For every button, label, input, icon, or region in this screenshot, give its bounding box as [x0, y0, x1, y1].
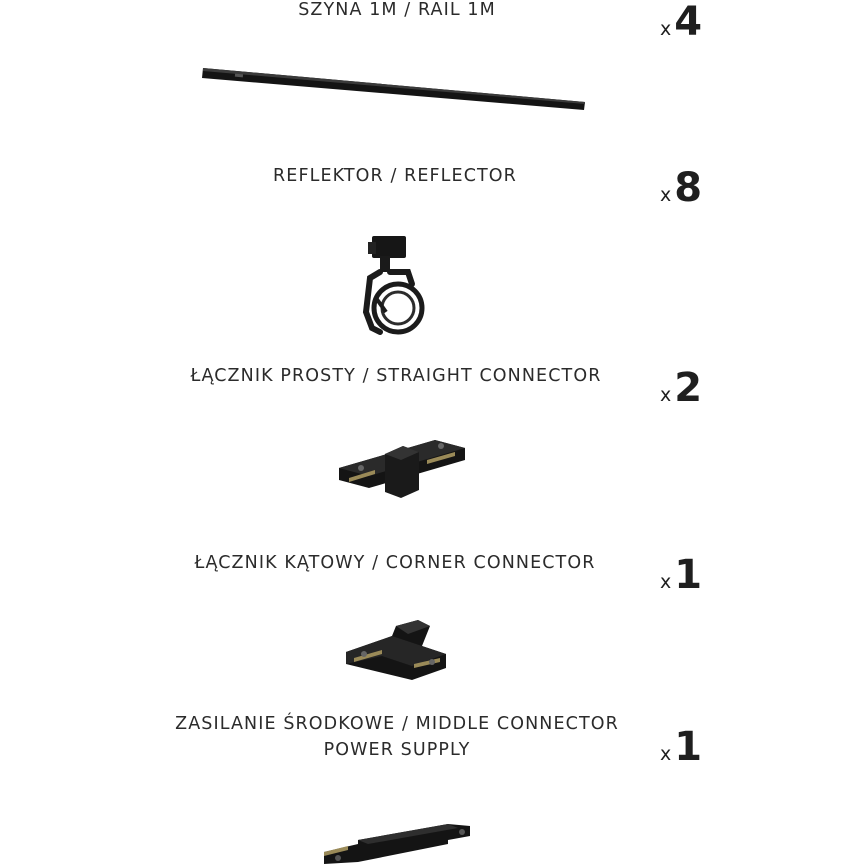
quantity-x: x	[660, 18, 672, 40]
rail-quantity	[660, 0, 703, 45]
reflector-image	[350, 228, 440, 343]
quantity-count: 2	[674, 365, 703, 411]
corner-connector-image	[342, 612, 452, 684]
middle-connector-quantity	[660, 724, 703, 770]
quantity-count: 4	[674, 0, 703, 45]
straight-connector-quantity	[660, 365, 703, 411]
middle-connector-label-line1: ZASILANIE ŚRODKOWE / MIDDLE CONNECTOR	[175, 714, 619, 734]
quantity-x: x	[660, 184, 672, 206]
quantity-count: 1	[674, 724, 703, 770]
quantity-count: 8	[674, 165, 703, 211]
corner-connector-quantity	[660, 552, 703, 598]
reflector-label: REFLEKTOR / REFLECTOR	[273, 166, 517, 186]
quantity-x: x	[660, 743, 672, 765]
straight-connector-label: ŁĄCZNIK PROSTY / STRAIGHT CONNECTOR	[190, 366, 602, 386]
rail-label: SZYNA 1M / RAIL 1M	[298, 0, 496, 20]
reflector-quantity	[660, 165, 703, 211]
rail-image	[195, 60, 595, 120]
quantity-count: 1	[674, 552, 703, 598]
middle-connector-image	[318, 818, 478, 868]
middle-connector-label-line2: POWER SUPPLY	[323, 740, 471, 760]
quantity-x: x	[660, 571, 672, 593]
straight-connector-image	[335, 432, 470, 512]
corner-connector-label: ŁĄCZNIK KĄTOWY / CORNER CONNECTOR	[194, 553, 596, 573]
quantity-x: x	[660, 384, 672, 406]
